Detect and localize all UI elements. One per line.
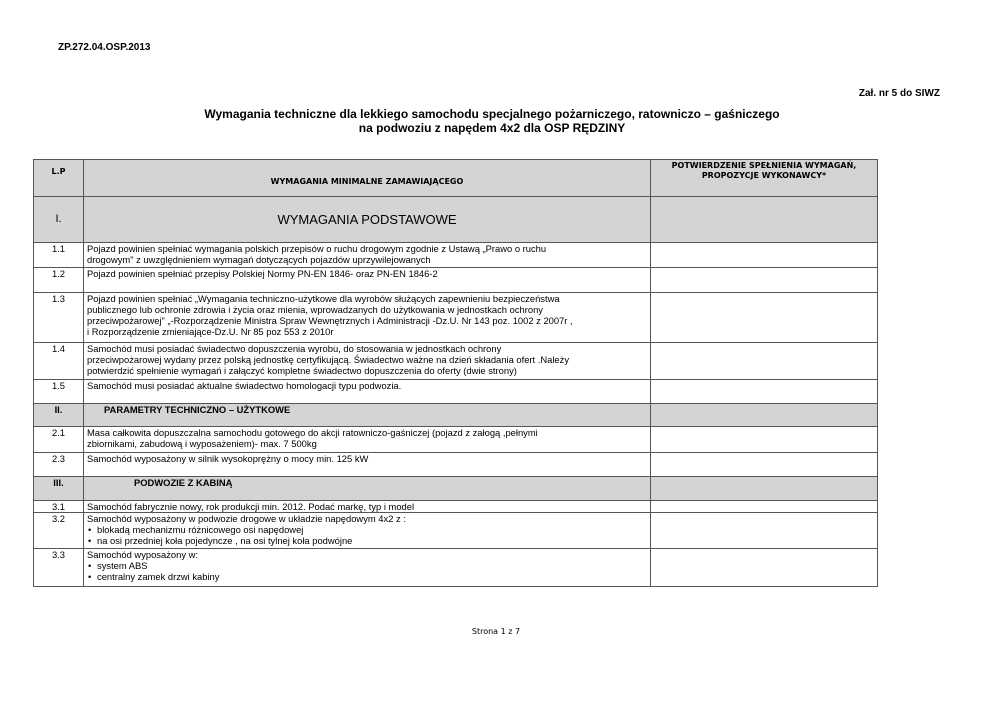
page-title [130, 107, 854, 135]
requirement-text [84, 343, 651, 380]
requirement-text [84, 427, 651, 453]
requirement-text: Samochód fabrycznie nowy, rok produkcji min. 2012. Podać markę, typ i model [84, 501, 651, 513]
section-title: PODWOZIE Z KABINĄ [84, 477, 651, 501]
confirmation-cell [651, 197, 878, 243]
text-line: Pojazd powinien spełniać „Wymagania techniczno-użytkowe dla wyrobów służących zapewnieniu bezpieczeństwa [87, 293, 560, 304]
row-number: 1.2 [34, 268, 84, 293]
section-row-3 [34, 477, 878, 501]
confirmation-cell [651, 501, 878, 513]
confirmation-cell [651, 477, 878, 501]
requirement-text: Samochód musi posiadać aktualne świadectwo homologacji typu podwozia. [84, 380, 651, 404]
confirmation-cell [651, 549, 878, 587]
text-line: przeciwpożarowej" „-Rozporządzenie Ministra Spraw Wewnętrznych i Administracji -Dz.U. Nr 143 poz. 1002 z 2007r , [87, 315, 573, 326]
section-number: I. [34, 197, 84, 243]
section-row-1 [34, 197, 878, 243]
table-row [34, 380, 878, 404]
row-number: 2.1 [34, 427, 84, 453]
row-number: 1.1 [34, 243, 84, 268]
text-line: przeciwpożarowej wydany przez polską jednostkę certyfikującą. Świadectwo ważne na dzień składania ofert .Należy [87, 354, 570, 365]
section-title: PARAMETRY TECHNICZNO – UŻYTKOWE [84, 404, 651, 427]
requirements-table [33, 159, 878, 587]
section-number: III. [34, 477, 84, 501]
requirement-text: Pojazd powinien spełniać przepisy Polskiej Normy PN-EN 1846- oraz PN-EN 1846-2 [84, 268, 651, 293]
title-line-2: na podwoziu z napędem 4x2 dla OSP RĘDZINY [358, 121, 626, 135]
confirmation-cell [651, 380, 878, 404]
confirmation-cell [651, 513, 878, 549]
bullet-item: • centralny zamek drzwi kabiny [87, 571, 647, 582]
row-number: 1.4 [34, 343, 84, 380]
table-row [34, 501, 878, 513]
table-row [34, 549, 878, 587]
row-number: 3.1 [34, 501, 84, 513]
header-confirmation-line-2: PROPOZYCJE WYKONAWCY* [701, 171, 827, 180]
table-row [34, 427, 878, 453]
table-row [34, 293, 878, 343]
confirmation-cell [651, 427, 878, 453]
table-row [34, 513, 878, 549]
confirmation-cell [651, 404, 878, 427]
requirement-text [84, 293, 651, 343]
requirement-text [84, 243, 651, 268]
header-confirmation [651, 160, 878, 197]
section-title: WYMAGANIA PODSTAWOWE [84, 197, 651, 243]
requirement-text: Samochód wyposażony w silnik wysokoprężny o mocy min. 125 kW [84, 453, 651, 477]
table-row [34, 453, 878, 477]
table-row [34, 268, 878, 293]
table-row [34, 343, 878, 380]
page-number: Strona 1 z 7 [471, 627, 521, 636]
confirmation-cell [651, 293, 878, 343]
requirement-text [84, 549, 651, 587]
text-line: Samochód wyposażony w podwozie drogowe w układzie napędowym 4x2 z : [87, 513, 406, 524]
text-line: i Rozporządzenie zmieniające-Dz.U. Nr 85 poz 553 z 2010r [87, 326, 334, 337]
text-line: Masa całkowita dopuszczalna samochodu gotowego do akcji ratowniczo-gaśniczej (pojazd z załogą ,pełnymi [87, 427, 538, 438]
bullet-item: • blokadą mechanizmu różnicowego osi napędowej [87, 524, 647, 535]
requirement-text [84, 513, 651, 549]
text-line: potwierdzić spełnienie wymagań i załączyć kompletne świadectwo dopuszczenia do oferty (dwie strony) [87, 365, 517, 376]
text-line: Pojazd powinien spełniać wymagania polskich przepisów o ruchu drogowym zgodnie z Ustawą „Prawo o ruchu [87, 243, 547, 254]
row-number: 1.5 [34, 380, 84, 404]
row-number: 3.2 [34, 513, 84, 549]
confirmation-cell [651, 268, 878, 293]
row-number: 3.3 [34, 549, 84, 587]
text-line: zbiornikami, zabudową i wyposażeniem)- max. 7 500kg [87, 438, 317, 449]
table-header-row [34, 160, 878, 197]
document-reference: ZP.272.04.OSP.2013 [58, 42, 151, 53]
bullet-item: • na osi przedniej koła pojedyncze , na osi tylnej koła podwójne [87, 535, 647, 546]
confirmation-cell [651, 343, 878, 380]
section-number: II. [34, 404, 84, 427]
confirmation-cell [651, 453, 878, 477]
row-number: 2.3 [34, 453, 84, 477]
header-confirmation-line-1: POTWIERDZENIE SPEŁNIENIA WYMAGAŃ, [671, 161, 857, 170]
text-line: Samochód wyposażony w: [87, 549, 198, 560]
section-row-2 [34, 404, 878, 427]
header-lp: L.P [34, 160, 84, 197]
confirmation-cell [651, 243, 878, 268]
table-row [34, 243, 878, 268]
text-line: drogowym" z uwzględnieniem wymagań dotyczących pojazdów uprzywilejowanych [87, 254, 431, 265]
text-line: Samochód musi posiadać świadectwo dopuszczenia wyrobu, do stosowania w jednostkach ochrony [87, 343, 502, 354]
header-requirements: WYMAGANIA MINIMALNE ZAMAWIAJĄCEGO [84, 160, 651, 197]
row-number: 1.3 [34, 293, 84, 343]
bullet-item: • system ABS [87, 560, 647, 571]
text-line: publicznego lub ochronie zdrowia i życia oraz mienia, wprowadzanych do użytkowania w jednostkach ochrony [87, 304, 543, 315]
attachment-label: Zał. nr 5 do SIWZ [858, 88, 940, 99]
title-line-1: Wymagania techniczne dla lekkiego samochodu specjalnego pożarniczego, ratowniczo – gaśniczego [204, 107, 780, 121]
